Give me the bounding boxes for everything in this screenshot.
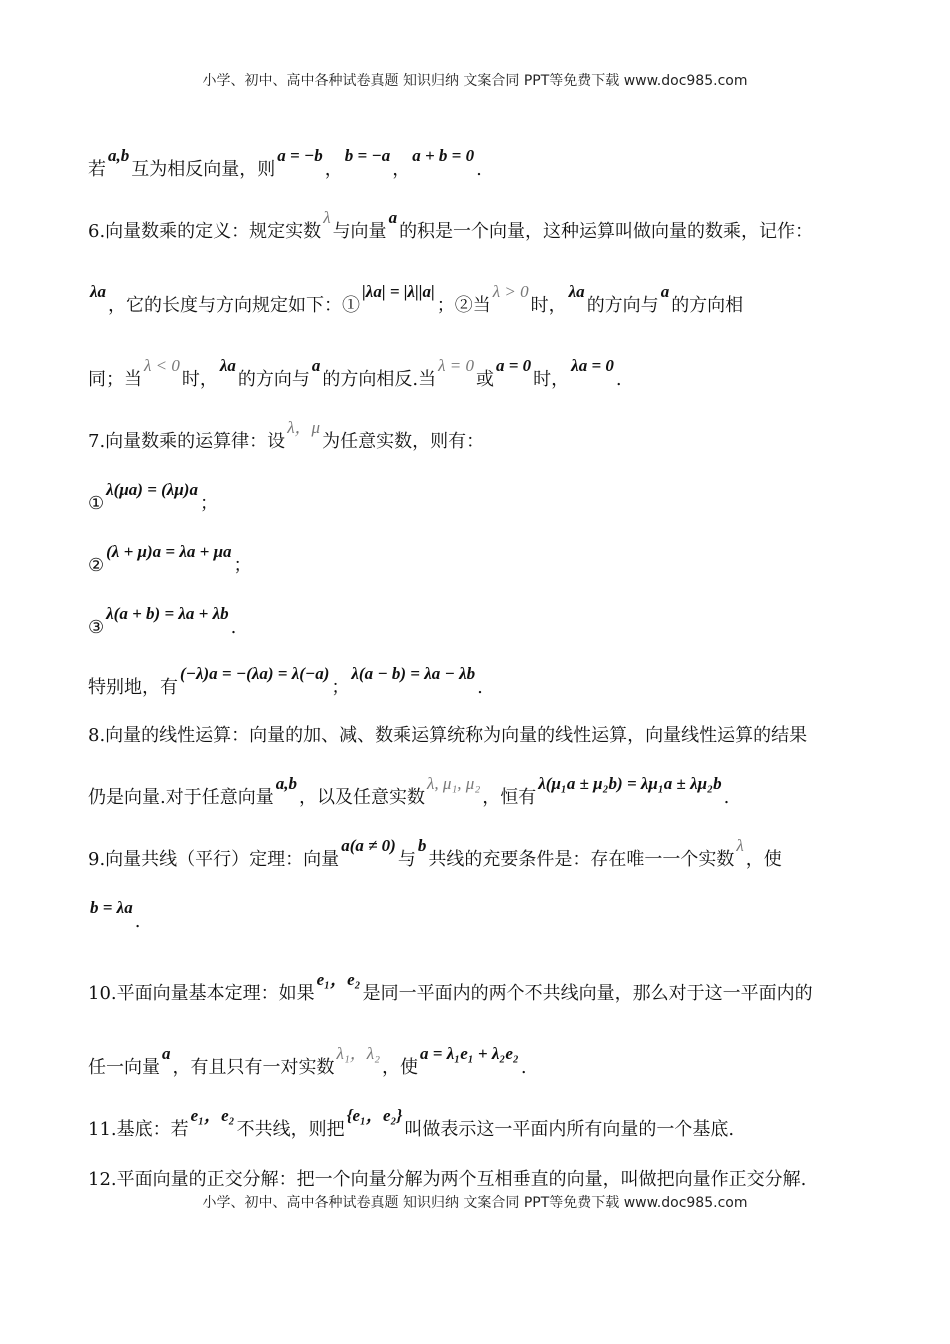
- text-segment: 9.向量共线（平行）定理：向量: [88, 849, 340, 870]
- text-segment: 叫做表示这一平面内所有向量的一个基底.: [404, 1119, 735, 1140]
- text-segment: ，以及任意实数: [298, 787, 425, 808]
- text-segment: .: [230, 617, 237, 638]
- math-expression: λa: [90, 282, 107, 301]
- text-segment: .: [723, 787, 730, 808]
- math-expression: λ = 0: [438, 356, 474, 375]
- math-expression: λ(μ₁a ± μ₂b) = λμ₁a ± λμ₂b: [538, 774, 722, 793]
- math-expression: λa: [568, 282, 585, 301]
- text-line: [88, 1106, 735, 1142]
- text-segment: 11.基底：若: [88, 1119, 189, 1140]
- math-expression: b = λa: [90, 898, 133, 917]
- text-segment: ，使: [382, 1057, 419, 1078]
- text-segment: ；: [233, 555, 252, 576]
- math-expression: λa = 0: [571, 356, 614, 375]
- math-expression: λ(μa) = (λμ)a: [106, 480, 198, 499]
- math-expression: λ: [736, 836, 744, 855]
- math-expression: e₁，e₂: [316, 970, 361, 989]
- text-line: [88, 480, 218, 516]
- text-line: [88, 418, 485, 454]
- text-line: [88, 542, 252, 578]
- math-expression: {e₁，e₂}: [346, 1106, 403, 1125]
- text-segment: ，使: [745, 849, 782, 870]
- math-expression: |λa| = |λ||a|: [362, 282, 435, 301]
- math-expression: λ > 0: [492, 282, 529, 301]
- text-segment: 任一向量: [88, 1057, 160, 1078]
- text-segment: 的积是一个向量，这种运算叫做向量的数乘，记作：: [399, 221, 814, 242]
- text-segment: .: [615, 369, 622, 390]
- text-segment: ，: [324, 159, 343, 180]
- math-expression: (−λ)a = −(λa) = λ(−a): [180, 664, 330, 683]
- math-expression: λ, μ₁, μ₂: [426, 774, 481, 793]
- text-segment: 或: [475, 369, 494, 390]
- text-segment: .: [476, 159, 482, 180]
- page-header: 小学、初中、高中各种试卷真题 知识归纳 文案合同 PPT等免费下载 www.doc985.com: [202, 73, 748, 89]
- text-segment: ，有且只有一对实数: [172, 1057, 335, 1078]
- text-segment: ，它的长度与方向规定如下：①: [108, 295, 361, 316]
- text-segment: 时，: [533, 369, 570, 390]
- text-segment: 时，: [530, 295, 567, 316]
- math-expression: a = λ₁e₁ + λ₂e₂: [420, 1044, 519, 1063]
- text-line: [88, 356, 622, 392]
- text-segment: 7.向量数乘的运算律：设: [88, 431, 286, 452]
- math-expression: λ₁，λ₂: [336, 1044, 381, 1063]
- math-expression: a: [660, 282, 670, 301]
- text-line: [88, 1168, 806, 1192]
- text-segment: 的方向与: [237, 369, 310, 390]
- text-segment: ①: [88, 493, 105, 514]
- text-segment: 6.向量数乘的定义：规定实数: [88, 221, 322, 242]
- math-expression: a,b: [275, 774, 297, 793]
- text-segment: ，恒有: [482, 787, 537, 808]
- math-expression: e₁，e₂: [190, 1106, 235, 1125]
- text-line: [88, 970, 813, 1006]
- text-segment: 的方向相反.当: [322, 369, 437, 390]
- math-expression: a = −b: [277, 146, 323, 165]
- text-line: [88, 146, 482, 182]
- text-segment: .: [477, 677, 483, 698]
- text-segment: 与: [397, 849, 416, 870]
- text-line: [88, 664, 483, 700]
- text-segment: 12.平面向量的正交分解：把一个向量分解为两个互相垂直的向量，叫做把向量作正交分解.: [88, 1169, 807, 1190]
- text-line: [88, 1044, 527, 1080]
- math-expression: b: [417, 836, 427, 855]
- text-segment: 仍是向量.对于任意向量: [88, 787, 274, 808]
- text-line: [88, 836, 782, 872]
- text-segment: 是同一平面内的两个不共线向量，那么对于这一平面内的: [362, 983, 813, 1004]
- math-expression: a,b: [108, 146, 130, 165]
- text-segment: 的方向与: [586, 295, 659, 316]
- math-expression: (λ + μ)a = λa + μa: [106, 542, 232, 561]
- math-expression: a(a ≠ 0): [341, 836, 396, 855]
- text-segment: 同；当: [88, 369, 142, 390]
- text-segment: ；: [331, 677, 350, 698]
- text-segment: ；②当: [436, 295, 491, 316]
- math-expression: λa: [219, 356, 236, 375]
- math-expression: a: [311, 356, 321, 375]
- text-line: [88, 208, 814, 244]
- page-footer: 小学、初中、高中各种试卷真题 知识归纳 文案合同 PPT等免费下载 www.doc985.com: [202, 1195, 748, 1211]
- math-expression: λ: [323, 208, 331, 227]
- text-line: [88, 774, 730, 810]
- text-segment: 8.向量的线性运算：向量的加、减、数乘运算统称为向量的线性运算，向量线性运算的结果: [88, 725, 808, 746]
- text-segment: 特别地，有: [88, 677, 178, 698]
- math-expression: λ(a + b) = λa + λb: [106, 604, 229, 623]
- text-segment: ②: [88, 555, 105, 576]
- math-expression: a + b = 0: [412, 146, 475, 165]
- text-line: [88, 898, 141, 934]
- text-segment: 不共线，则把: [236, 1119, 345, 1140]
- math-expression: λ(a − b) = λa − λb: [351, 664, 476, 683]
- text-segment: .: [520, 1057, 527, 1078]
- math-expression: λ，μ: [287, 418, 321, 437]
- text-segment: 时，: [181, 369, 218, 390]
- math-expression: a = 0: [495, 356, 532, 375]
- math-expression: a: [162, 1044, 171, 1063]
- text-segment: 的方向相: [671, 295, 744, 316]
- text-segment: 与向量: [332, 221, 387, 242]
- text-line: [88, 282, 744, 318]
- text-segment: 为任意实数，则有：: [322, 431, 485, 452]
- text-segment: 共线的充要条件是：存在唯一一个实数: [428, 849, 735, 870]
- text-line: [88, 604, 237, 640]
- math-expression: b = −a: [344, 146, 391, 165]
- text-segment: ；: [199, 493, 218, 514]
- text-segment: 若: [88, 159, 106, 180]
- text-segment: 互为相反向量，则: [131, 159, 276, 180]
- text-segment: ，: [392, 159, 411, 180]
- math-expression: λ < 0: [144, 356, 180, 375]
- text-segment: ③: [88, 617, 105, 638]
- math-expression: a: [388, 208, 398, 227]
- text-segment: .: [134, 911, 141, 932]
- text-line: [88, 724, 807, 748]
- text-segment: 10.平面向量基本定理：如果: [88, 983, 315, 1004]
